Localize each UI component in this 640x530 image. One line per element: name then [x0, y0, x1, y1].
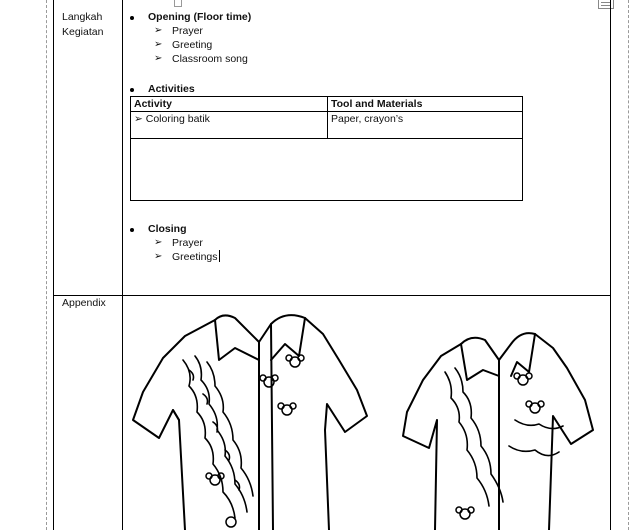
activities-table: [130, 96, 523, 201]
appendix-label: Appendix: [62, 297, 106, 309]
batik-shirt-drawing: [123, 300, 610, 530]
tools-header: Tool and Materials: [328, 97, 523, 112]
opening-item: Greeting: [172, 39, 213, 51]
closing-item: [172, 250, 220, 264]
bullet-icon: [130, 16, 134, 20]
table-border-right: [610, 0, 611, 530]
table-row-divider: [53, 295, 611, 296]
arrow-bullet-icon: ➢: [154, 39, 163, 50]
left-margin-guide: [46, 0, 47, 530]
batik-pattern: [183, 356, 253, 518]
arrow-bullet-icon: ➢: [154, 251, 163, 262]
arrow-bullet-icon: ➢: [154, 237, 163, 248]
activity-text: Coloring batik: [145, 113, 210, 125]
opening-item: Prayer: [172, 25, 203, 37]
empty-table-cell[interactable]: [131, 139, 523, 201]
bullet-icon: [130, 228, 134, 232]
right-margin-guide: [628, 0, 629, 530]
opening-item: Classroom song: [172, 53, 248, 65]
shirt-outline: [403, 333, 593, 530]
arrow-bullet-icon: ➢: [134, 113, 143, 125]
steps-label-line2: Kegiatan: [62, 26, 104, 38]
arrow-bullet-icon: ➢: [154, 53, 163, 64]
steps-label-line1: Langkah: [62, 11, 103, 23]
tools-cell[interactable]: Paper, crayon’s: [328, 112, 523, 139]
opening-title: Opening (Floor time): [148, 11, 252, 23]
table-resize-handle-icon[interactable]: [598, 0, 614, 9]
activity-header: Activity: [131, 97, 328, 112]
bullet-icon: [130, 88, 134, 92]
closing-item-text: Greetings: [172, 251, 218, 263]
closing-item: Prayer: [172, 237, 203, 249]
activity-cell[interactable]: [131, 112, 328, 139]
flower-motifs: [206, 355, 304, 527]
batik-pattern: [445, 368, 563, 506]
table-border-left: [53, 0, 54, 530]
text-cursor: [219, 250, 220, 262]
column-marker-icon: [174, 0, 182, 7]
activities-title: Activities: [148, 83, 195, 95]
shirt-outline: [133, 315, 367, 530]
arrow-bullet-icon: ➢: [154, 25, 163, 36]
closing-title: Closing: [148, 223, 187, 235]
steps-label: [62, 10, 103, 40]
